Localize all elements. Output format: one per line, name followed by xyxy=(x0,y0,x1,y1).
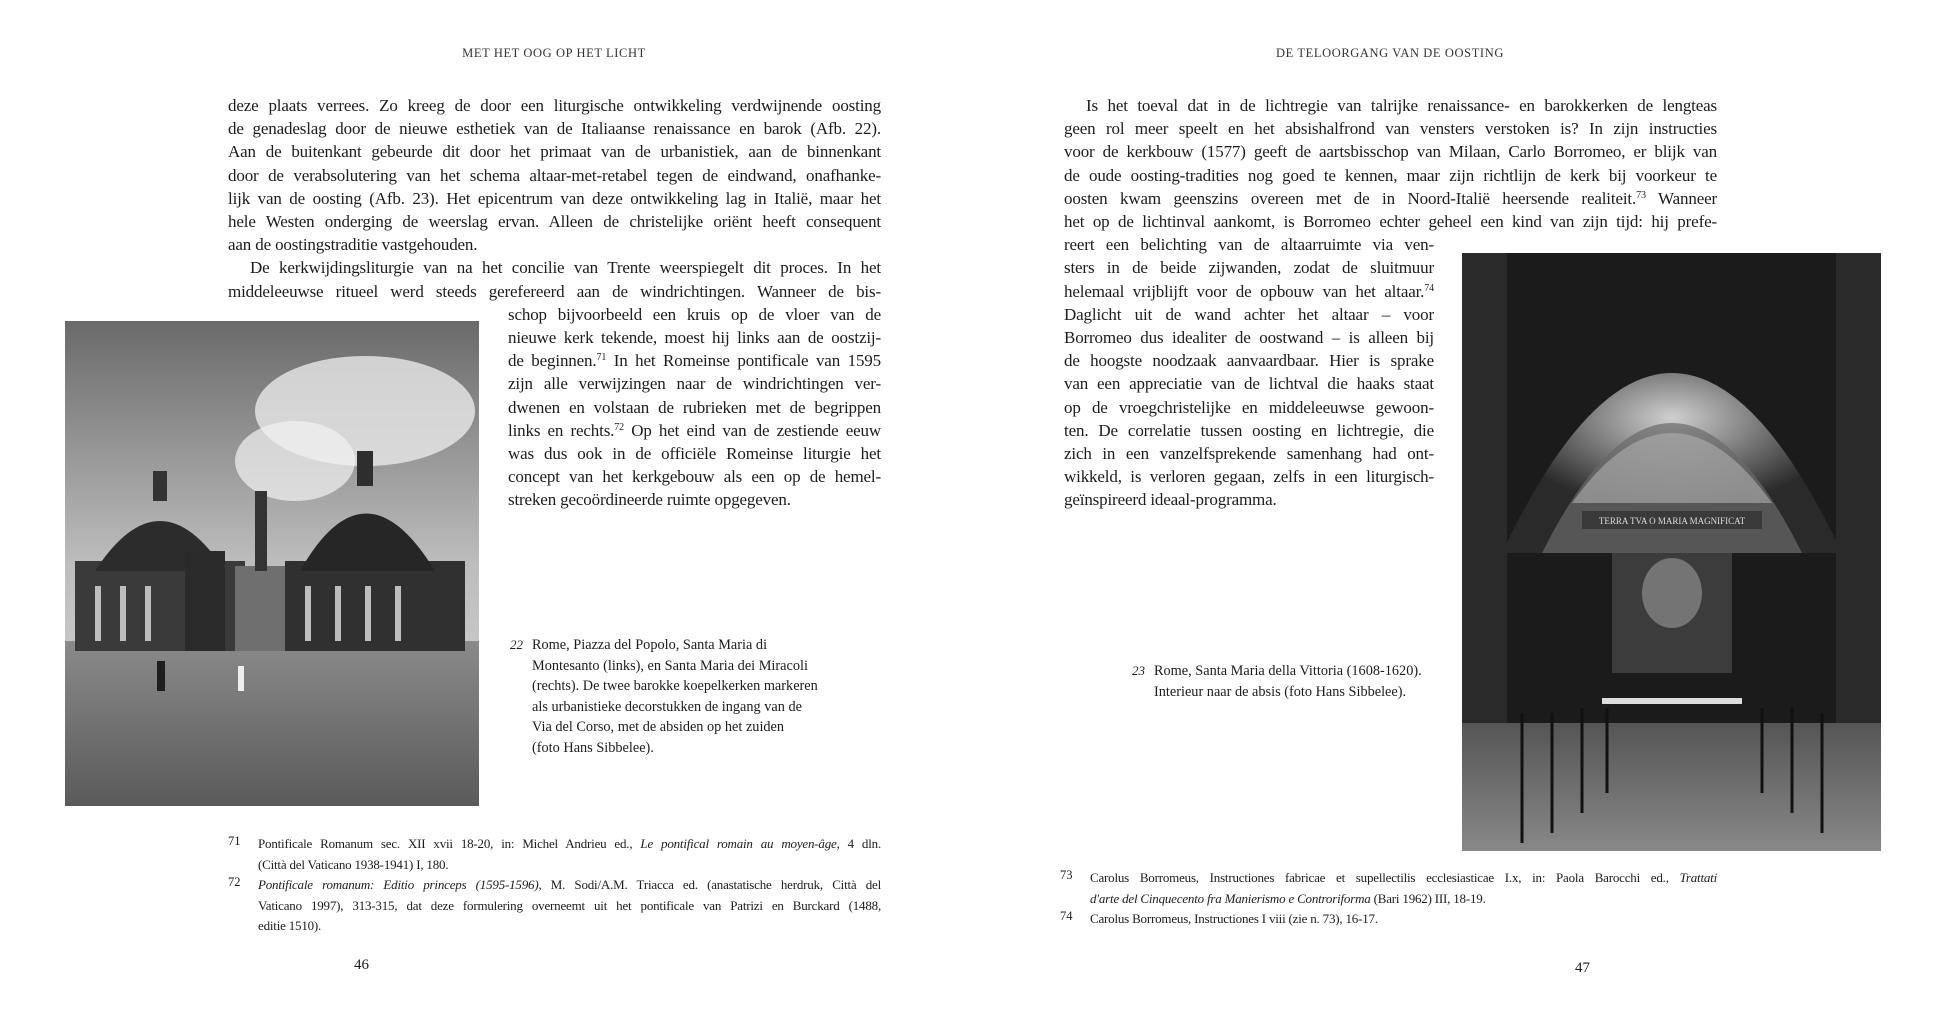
text-line xyxy=(228,140,881,163)
page-number-right: 47 xyxy=(1575,960,1590,976)
text-line xyxy=(258,896,881,917)
photo-piazza-del-popolo xyxy=(65,321,479,806)
body-text-narrow-left xyxy=(508,303,881,512)
text-segment: concept van het kerkgebouw als een op de hemel- xyxy=(508,467,881,487)
running-head-left: MET HET OOG OP HET LICHT xyxy=(462,46,646,60)
text-segment: Wanneer xyxy=(1645,188,1717,208)
text-line xyxy=(1064,442,1434,465)
text-line xyxy=(1064,117,1717,140)
text-segment: was dus ook in de officiële Romeinse liturgie het xyxy=(508,443,881,463)
caption-line: Montesanto (links), en Santa Maria dei Miracoli xyxy=(532,657,808,674)
text-segment: d'arte del Cinquecento fra Manierismo e Controriforma xyxy=(1090,890,1371,906)
text-segment: de genadeslag door de nieuwe esthetiek van de Italiaanse renaissance en barok (Afb. 22). xyxy=(228,119,881,139)
text-segment: aan de oostingstraditie vastgehouden. xyxy=(228,235,478,255)
text-line xyxy=(258,916,881,937)
text-line xyxy=(228,280,881,303)
text-segment: Le pontifical romain au moyen-âge xyxy=(640,836,837,851)
body-text-full-left xyxy=(228,94,881,303)
body-text-full-right xyxy=(1064,94,1717,233)
footnote-ref: 73 xyxy=(1636,189,1646,201)
text-line xyxy=(1090,868,1717,889)
text-segment: , M. Sodi/A.M. Triacca ed. (anastatische herdruk, Città del xyxy=(538,877,882,892)
caption-line: als urbanistieke decorstukken de ingang van de xyxy=(532,698,802,715)
text-segment: zijn alle verwijzingen naar de windrichtingen ver- xyxy=(508,374,881,394)
text-line xyxy=(228,94,881,117)
text-segment: dwenen en volstaan de rubrieken met de begrippen xyxy=(508,397,881,417)
caption-line: Via del Corso, met de absiden op het zuiden xyxy=(532,719,785,735)
text-line xyxy=(1064,187,1717,210)
caption-line: Interieur naar de absis (foto Hans Sibbelee). xyxy=(1154,683,1407,700)
text-segment: Pontificale Romanum sec. XII xvii 18-20, in: Michel Andrieu ed., xyxy=(258,836,641,851)
text-line xyxy=(258,875,881,896)
footnote-ref: 74 xyxy=(1424,282,1434,294)
footnote xyxy=(1060,868,1717,909)
text-segment: zich in een vanzelfsprekende samenhang had ont- xyxy=(1064,443,1434,463)
caption-number: 22 xyxy=(510,637,523,652)
text-segment: Op het eind van de zestiende eeuw xyxy=(624,420,881,440)
footnote-number: 73 xyxy=(1060,868,1073,882)
body-text-narrow-right xyxy=(1064,233,1434,511)
text-segment: Trattati xyxy=(1679,870,1717,885)
footnotes-left xyxy=(228,834,882,937)
text-segment: geen rol meer speelt en het absishalfrond van vensters verstoken is? In zijn instructies xyxy=(1064,119,1717,139)
text-segment: Vaticano 1997), 313-315, dat deze formulering overneemt uit het pontificale van Patrizi en Burckard (1488, xyxy=(258,897,881,913)
text-segment: Carolus Borromeus, Instructiones fabricae et supellectilis ecclesiasticae I.x, in: Paola Barocchi ed., xyxy=(1090,870,1680,885)
text-segment: op de vroegchristelijke en middeleeuwse gewoon- xyxy=(1064,397,1434,417)
text-line xyxy=(1064,326,1434,349)
figure-caption-23 xyxy=(1132,661,1422,702)
text-segment: middeleeuwse ritueel werd steeds gerefereerd aan de windrichtingen. Wanneer de bis- xyxy=(228,281,881,301)
text-line xyxy=(1064,488,1434,511)
text-line xyxy=(1064,210,1717,233)
footnote-ref: 71 xyxy=(596,352,607,364)
text-segment: het op de lichtinval aankomt, is Borromeo echter geheel een kind van zijn tijd: hij prefe- xyxy=(1064,211,1717,231)
text-segment: de oude oosting-tradities nog goed te kennen, maar zijn richtlijn de kerk bij voorkeur te xyxy=(1064,165,1717,185)
text-segment: deze plaats verrees. Zo kreeg de door een liturgische ontwikkeling verdwijnende oosting xyxy=(228,96,881,115)
text-line xyxy=(1064,372,1434,395)
footnote xyxy=(1060,909,1717,930)
text-line xyxy=(228,187,881,210)
page-number-left: 46 xyxy=(354,957,369,973)
text-segment: De kerkwijdingsliturgie van na het concilie van Trente weerspiegelt dit proces. In het xyxy=(250,258,881,278)
photo-santa-maria-della-vittoria xyxy=(1462,253,1881,851)
text-line xyxy=(1090,909,1717,930)
text-segment: Daglicht uit de wand achter het altaar – voor xyxy=(1064,304,1434,324)
text-line xyxy=(1064,419,1434,442)
text-line xyxy=(508,303,881,326)
footnote-number: 72 xyxy=(228,875,241,889)
text-line xyxy=(1064,94,1717,117)
text-line xyxy=(508,419,881,442)
text-segment: streken gecoördineerde ruimte opgegeven. xyxy=(508,490,791,510)
text-line xyxy=(1064,349,1434,372)
caption-line: (rechts). De twee barokke koepelkerken markeren xyxy=(532,678,818,694)
text-segment: editie 1510). xyxy=(258,918,322,933)
text-line xyxy=(1064,140,1717,163)
text-line xyxy=(228,256,881,279)
footnote xyxy=(228,875,882,937)
footnote-number: 74 xyxy=(1060,909,1073,923)
photo-interior-image xyxy=(1462,253,1881,851)
text-line xyxy=(1064,465,1434,488)
text-segment: oosten kwam geenszins overeen met de in Noord-Italië heersende realiteit. xyxy=(1064,188,1637,208)
text-line xyxy=(508,465,881,488)
text-segment: van een appreciatie van de lichtval die haaks staat xyxy=(1064,374,1434,394)
caption-lines xyxy=(1154,661,1422,702)
text-segment: hele Westen onderging de weerslag ervan. Alleen de christelijke oriënt heeft consequent xyxy=(228,211,881,231)
text-segment: (Bari 1962) III, 18-19. xyxy=(1370,890,1486,906)
running-head-right: DE TELOORGANG VAN DE OOSTING xyxy=(1276,46,1504,60)
text-line xyxy=(228,164,881,187)
text-segment: Carolus Borromeus, Instructiones I viii (zie n. 73), 16-17. xyxy=(1090,911,1378,926)
caption-lines xyxy=(532,635,818,758)
text-segment: Pontificale romanum: Editio princeps (1595-1596) xyxy=(258,877,539,892)
caption-line: Rome, Santa Maria della Vittoria (1608-1620). xyxy=(1154,663,1422,679)
text-segment: (Città del Vaticano 1938-1941) I, 180. xyxy=(258,856,449,872)
text-line xyxy=(508,442,881,465)
text-segment: Borromeo dus idealiter de oostwand – is alleen bij xyxy=(1064,327,1434,347)
text-segment: geïnspireerd ideaal-programma. xyxy=(1064,490,1277,510)
text-segment: de hoogste noodzaak aanvaardbaar. Hier is sprake xyxy=(1064,351,1434,371)
text-line xyxy=(508,349,881,372)
text-line xyxy=(258,855,881,876)
photo-piazza-image xyxy=(65,321,479,806)
text-line xyxy=(1064,303,1434,326)
text-segment: Aan de buitenkant gebeurde dit door het primaat van de urbanistiek, aan de binnenkant xyxy=(228,142,881,162)
text-segment: Is het toeval dat in de lichtregie van talrijke renaissance- en barokkerken de lengteas xyxy=(1086,96,1717,115)
text-segment: nieuwe kerk tekende, moest hij links aan de oostzij- xyxy=(508,327,881,347)
text-line xyxy=(1064,256,1434,279)
inscription-text: TERRA TVA O MARIA MAGNIFICAT xyxy=(1598,516,1746,526)
text-segment: voor de kerkbouw (1577) geeft de aartsbisschop van Milaan, Carlo Borromeo, er blijk van xyxy=(1064,142,1717,162)
text-segment: door de verabsolutering van het schema altaar-met-retabel tegen de eindwand, onafhanke- xyxy=(228,165,881,185)
footnote xyxy=(228,834,881,875)
footnotes-right xyxy=(1060,868,1717,930)
text-segment: In het Romeinse pontificale van 1595 xyxy=(606,351,882,371)
text-segment: lijk van de oosting (Afb. 23). Het epicentrum van deze ontwikkeling lag in Italië, maar het xyxy=(228,188,881,208)
caption-number: 23 xyxy=(1132,663,1145,678)
text-line xyxy=(228,210,881,233)
text-line xyxy=(508,488,881,511)
text-segment: helemaal vrijblijft voor de opbouw van het altaar. xyxy=(1064,281,1425,301)
caption-line: (foto Hans Sibbelee). xyxy=(532,739,654,756)
footnote-ref: 72 xyxy=(614,421,624,433)
footnote-number: 71 xyxy=(228,834,241,848)
text-line xyxy=(258,834,881,855)
text-line xyxy=(228,233,881,256)
caption-line: Rome, Piazza del Popolo, Santa Maria di xyxy=(532,637,768,653)
figure-caption-22 xyxy=(510,635,818,758)
text-line xyxy=(1064,280,1434,303)
text-segment: schop bijvoorbeeld een kruis op de vloer van de xyxy=(508,304,881,324)
text-line xyxy=(1064,396,1434,419)
text-segment: links en rechts. xyxy=(508,420,615,440)
text-segment: reert een belichting van de altaarruimte via ven- xyxy=(1064,235,1434,255)
text-segment: , 4 dln. xyxy=(836,836,881,851)
text-segment: de beginnen. xyxy=(508,351,597,371)
text-segment: ten. De correlatie tussen oosting en lichtregie, die xyxy=(1064,420,1434,440)
text-line xyxy=(508,326,881,349)
text-line xyxy=(1064,164,1717,187)
text-segment: sters in de beide zijwanden, zodat de sluitmuur xyxy=(1064,258,1434,278)
text-line xyxy=(1064,233,1434,256)
text-segment: wikkeld, is verloren gegaan, zelfs in een liturgisch- xyxy=(1064,467,1434,487)
text-line xyxy=(508,372,881,395)
text-line xyxy=(228,117,881,140)
text-line xyxy=(508,396,881,419)
text-line xyxy=(1090,889,1717,910)
